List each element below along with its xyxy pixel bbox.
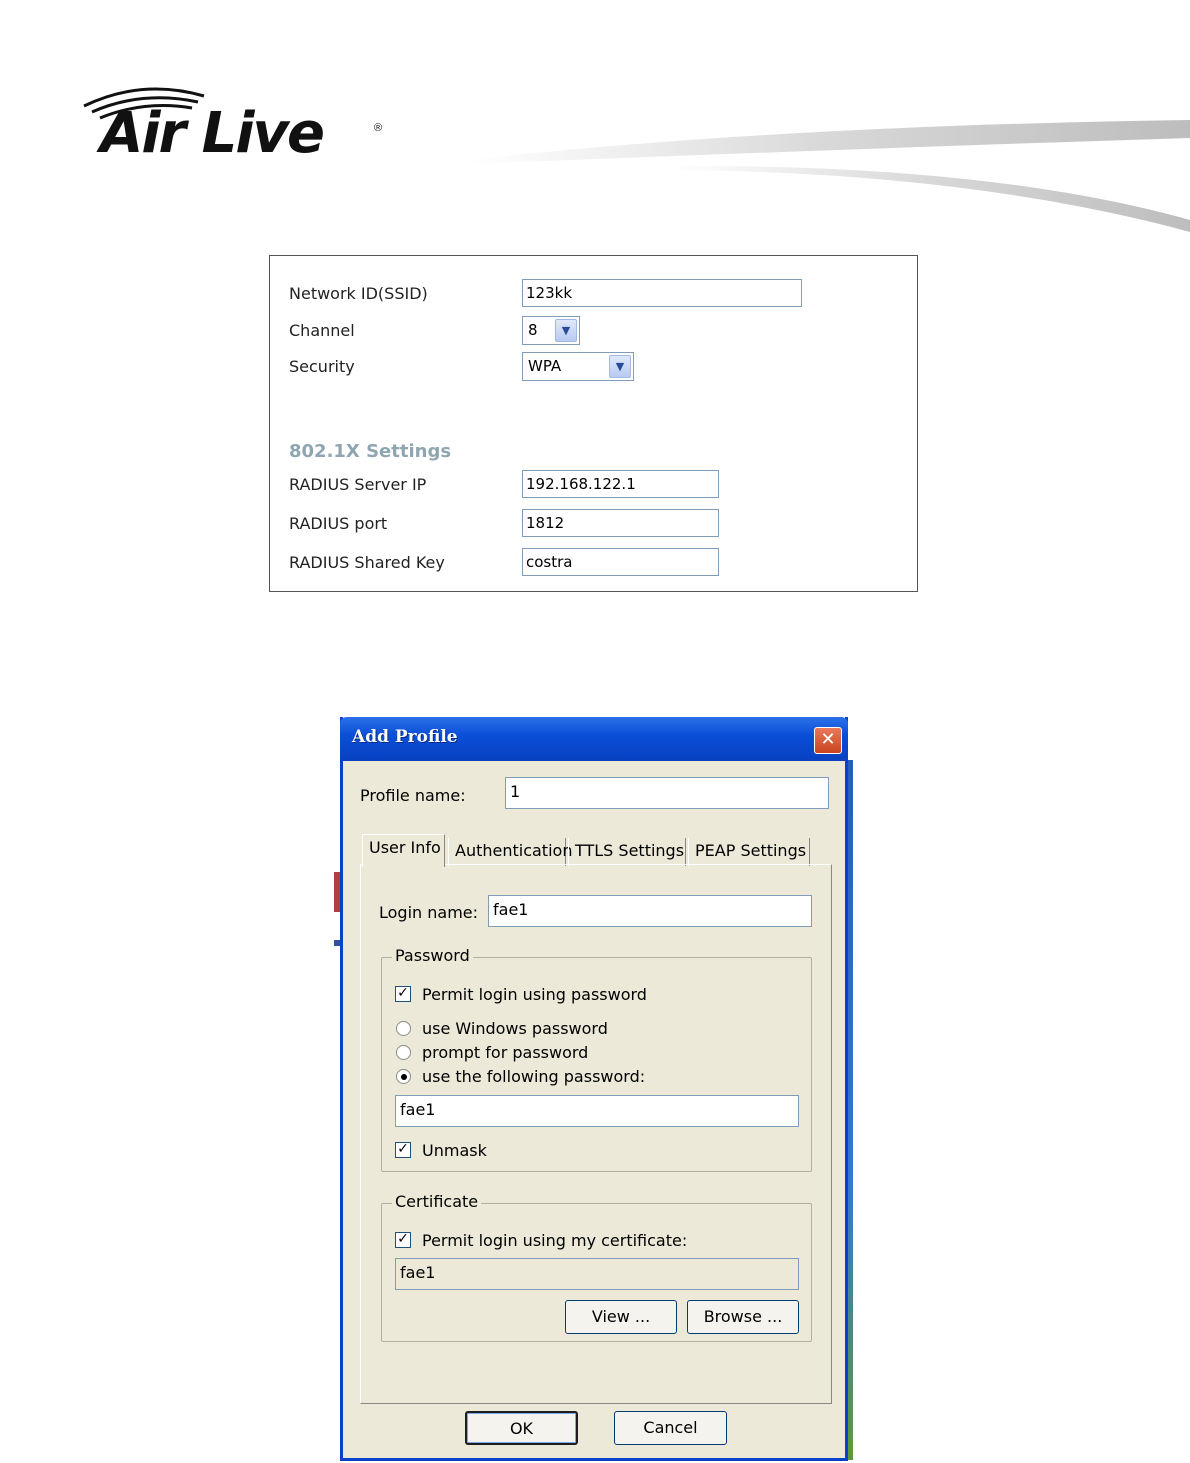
unmask-label: Unmask [422,1141,487,1160]
radio-windows-password[interactable] [396,1021,411,1036]
unmask-checkbox[interactable]: ✓ [395,1142,411,1158]
certificate-group-title: Certificate [392,1192,481,1211]
password-input[interactable]: fae1 [395,1095,799,1127]
radius-port-label: RADIUS port [289,514,388,533]
logo-text: Air Live [100,101,324,166]
radio-prompt-label: prompt for password [422,1043,589,1062]
chevron-down-icon[interactable]: ▼ [609,355,631,378]
security-select[interactable] [522,352,634,381]
radio-following-password[interactable] [396,1069,411,1084]
profile-name-input[interactable]: 1 [505,777,829,809]
login-name-label: Login name: [379,903,479,922]
certificate-group [381,1192,812,1342]
channel-select[interactable] [522,316,580,345]
registered-mark: ® [374,122,383,134]
tab-authentication[interactable]: Authentication [448,838,566,866]
channel-label: Channel [289,321,355,340]
ssid-input[interactable]: 123kk [522,279,802,307]
radius-key-input[interactable]: costra [522,548,719,576]
channel-value: 8 [528,321,538,339]
browse-button[interactable]: Browse ... [687,1300,799,1334]
tab-user-info[interactable]: User Info [362,834,445,867]
close-button[interactable] [814,727,842,754]
dialog-title: Add Profile [352,727,458,747]
radius-port-input[interactable]: 1812 [522,509,719,537]
view-button[interactable]: View ... [565,1300,677,1334]
login-name-input[interactable]: fae1 [488,895,812,927]
permit-password-label: Permit login using password [422,985,647,1004]
certificate-field: fae1 [395,1258,799,1290]
airlive-logo [82,84,392,170]
chevron-down-icon[interactable]: ▼ [555,319,577,342]
radio-windows-label: use Windows password [422,1019,608,1038]
dialog-titlebar[interactable] [340,717,848,761]
password-group-title: Password [392,946,473,965]
permit-password-checkbox[interactable]: ✓ [395,986,411,1002]
password-group [381,946,812,1172]
tab-ttls-settings[interactable]: TTLS Settings [568,838,686,866]
ssid-label: Network ID(SSID) [289,284,428,303]
radius-ip-label: RADIUS Server IP [289,475,427,494]
radius-key-label: RADIUS Shared Key [289,553,445,572]
permit-certificate-checkbox[interactable]: ✓ [395,1232,411,1248]
wireless-settings-panel [269,255,918,592]
add-profile-dialog [340,717,848,1461]
security-value: WPA [528,357,562,375]
ok-button[interactable]: OK [465,1411,578,1445]
radio-following-label: use the following password: [422,1067,646,1086]
radius-ip-input[interactable]: 192.168.122.1 [522,470,719,498]
radio-selected-dot [401,1074,407,1080]
close-icon: ✕ [820,729,836,750]
security-label: Security [289,357,355,376]
tab-peap-settings[interactable]: PEAP Settings [688,838,810,866]
user-info-panel [360,864,832,1404]
radio-prompt-password[interactable] [396,1045,411,1060]
section-title-8021x: 802.1X Settings [289,441,452,462]
permit-certificate-label: Permit login using my certificate: [422,1231,688,1250]
cancel-button[interactable]: Cancel [614,1411,727,1445]
header-swoosh [470,112,1190,242]
profile-name-label: Profile name: [360,786,466,805]
